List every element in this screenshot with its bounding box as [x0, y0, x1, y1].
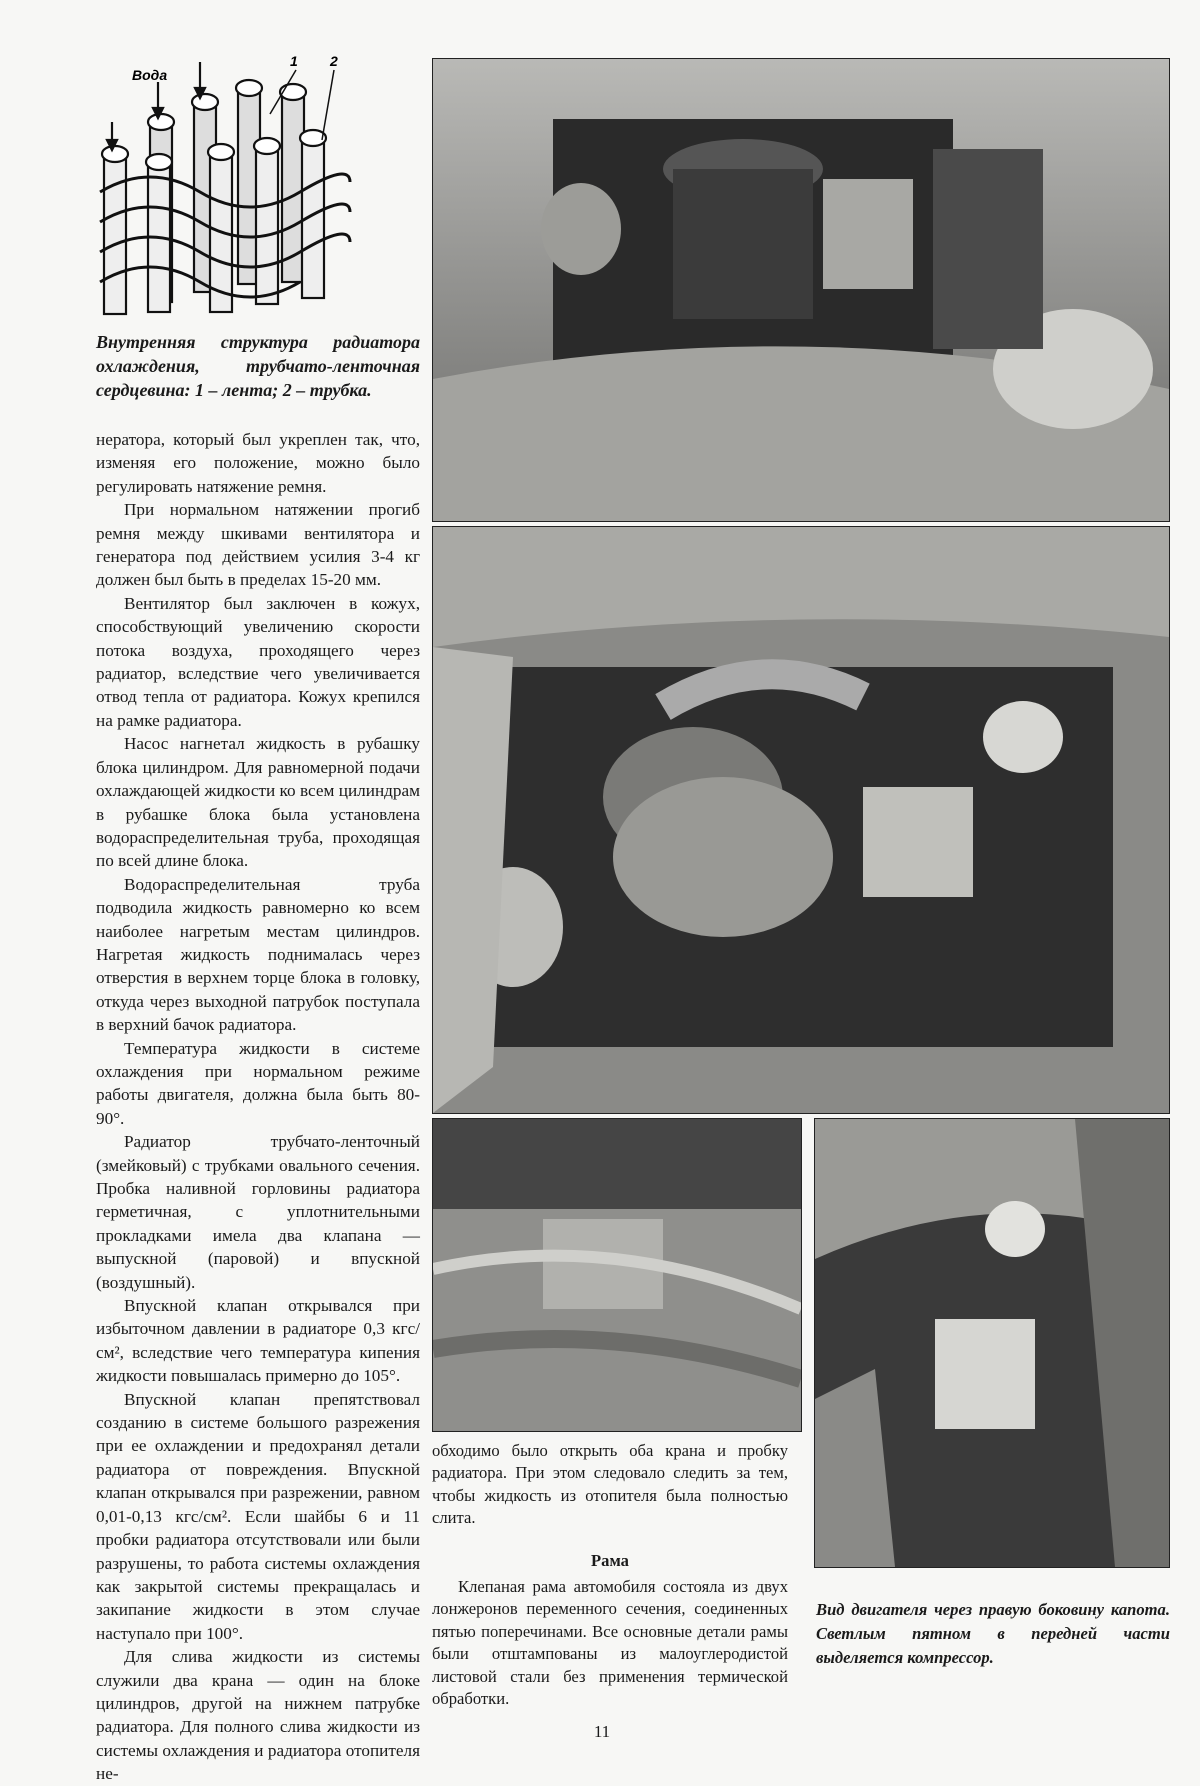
page-number: 11: [593, 1722, 611, 1741]
paragraph: Впускной клапан препятствовал созданию в системе большого разрежения при ее охлаждении и предохранял детали радиатора от повреждения. Впускной клапан открывался при разрежении, равном 0,01-0,13 кгс/см². Если шайбы 6 и 11 пробки радиатора отсутствовали или были разрушены, то работа системы охлаждения как закрытой системы прекращалась и закипание жидкости в этом случае наступало при 100°.: [96, 1389, 420, 1643]
paragraph: Температура жидкости в системе охлаждения при нормальном режиме работы двигателя, должна была быть 80-90°.: [96, 1038, 420, 1128]
paragraph: Водораспределительная труба подводила жидкость равномерно ко всем наиболее нагретым местам цилиндров. Нагретая жидкость поднималась через отверстия в верхнем торце блока в головку, откуда через выходной патрубок поступала в верхний бачок радиатора.: [96, 874, 420, 1035]
engine-photo-right-side: [814, 1118, 1170, 1568]
photo-caption: Вид двигателя через правую боковину капота. Светлым пятном в передней части выделяется компрессор.: [816, 1600, 1170, 1667]
engine-photo-right-side-graphic: [815, 1119, 1169, 1567]
paragraph: Насос нагнетал жидкость в рубашку блока цилиндром. Для равномерной подачи охлаждающей жидкости ко всем цилиндрам в рубашке блока была установлена водораспределительная труба, проходящая по всей длине блока.: [96, 734, 420, 871]
left-text-column: [96, 428, 420, 1786]
label-water: Вода: [132, 67, 168, 83]
label-tube-number: 2: [330, 53, 338, 69]
engine-photo-side-graphic: [433, 527, 1169, 1113]
diagram-caption: Внутренняя структура радиатора охлаждения, трубчато-ленточная сердцевина: 1 – лента; 2 – трубка.: [96, 332, 420, 400]
paragraph: Вентилятор был заключен в кожух, способствующий увеличению скорости потока воздуха, проходящего через радиатор, вследствие чего увеличивается отвод тепла от радиатора. Кожух крепился на рамке радиатора.: [96, 593, 420, 730]
frame-paragraph: Клепаная рама автомобиля состояла из двух лонжеронов переменного сечения, соединенных пятью поперечинами. Все основные детали рамы были отштампованы из малоуглеродистой листовой стали без применения термической обработки.: [432, 1577, 788, 1709]
radiator-diagram-graphic: [90, 52, 390, 320]
compressor-photo-graphic: [433, 1119, 801, 1431]
middle-text-column: [432, 1440, 788, 1710]
engine-photo-top-graphic: [433, 59, 1169, 521]
paragraph: Радиатор трубчато-ленточный (змейковый) с трубками овального сечения. Пробка наливной горловины радиатора герметичная, с уплотнительными прокладками имела два клапана — выпускной (паровой) и впускной (воздушный).: [96, 1132, 420, 1292]
continuation-paragraph: обходимо было открыть оба крана и пробку радиатора. При этом следовало следить за тем, чтобы жидкость из отопителя была полностью слита.: [432, 1441, 788, 1528]
paragraph: Впускной клапан открывался при избыточном давлении в радиаторе 0,3 кгс/см², вследствие чего температура кипения жидкости повышалась примерно до 105°.: [96, 1296, 420, 1386]
compressor-photo: [432, 1118, 802, 1432]
engine-photo-top: [432, 58, 1170, 522]
section-heading-frame: Рама: [591, 1550, 629, 1570]
engine-photo-side: [432, 526, 1170, 1114]
radiator-core-diagram: [90, 52, 390, 320]
paragraph: нератора, который был укреплен так, что, изменяя его положение, можно было регулировать натяжение ремня.: [96, 430, 420, 496]
label-ribbon-number: 1: [290, 53, 298, 69]
paragraph: При нормальном натяжении прогиб ремня между шкивами вентилятора и генератора под действием усилия 3-4 кг должен был быть в пределах 15-20 мм.: [96, 500, 420, 590]
paragraph: Для слива жидкости из системы служили два крана — один на блоке цилиндров, другой на нижнем патрубке радиатора. Для полного слива жидкости из системы охлаждения и радиатора отопителя не-: [96, 1647, 420, 1784]
